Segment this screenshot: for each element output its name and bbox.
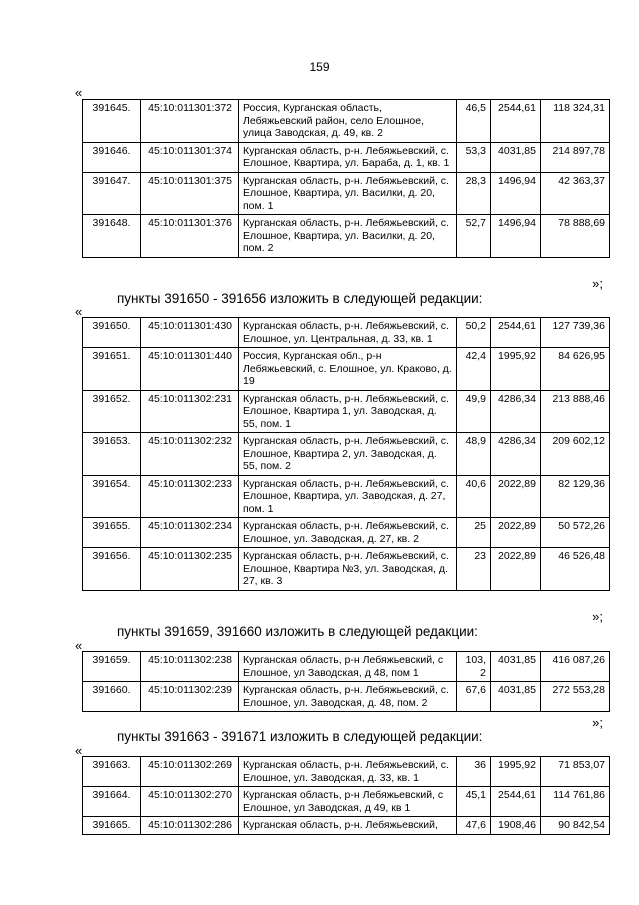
cost-cell: 82 129,36 [541,475,610,518]
row-number-cell: 391660. [83,682,141,712]
area-cell: 25 [457,518,491,548]
cadastral-number-cell: 45:10:011301:375 [141,172,239,215]
table-row [83,757,610,787]
cadastral-number-cell: 45:10:011302:231 [141,390,239,433]
address-cell: Курганская область, р-н. Лебяжьевский, с. Елошное, ул. Центральная, д. 33, кв. 1 [239,318,457,348]
area-cell: 50,2 [457,318,491,348]
open-quote: « [75,743,83,758]
cadastral-number-cell: 45:10:011301:440 [141,348,239,391]
area-cell: 49,9 [457,390,491,433]
price-cell: 2544,61 [491,318,541,348]
table-row [83,348,610,391]
address-cell: Курганская область, р-н. Лебяжьевский, с. Елошное, Квартира №3, ул. Заводская, д. 27, кв. 3 [239,548,457,591]
row-number-cell: 391648. [83,215,141,258]
price-cell: 2022,89 [491,548,541,591]
cadastral-number-cell: 45:10:011302:232 [141,433,239,476]
area-cell: 47,6 [457,817,491,835]
close-quote: »; [592,609,603,624]
address-cell: Курганская область, р-н. Лебяжьевский, с. Елошное, ул. Заводская, д. 27, кв. 2 [239,518,457,548]
open-quote: « [75,638,83,653]
cost-cell: 71 853,07 [541,757,610,787]
property-table [82,317,610,591]
price-cell: 4031,85 [491,652,541,682]
cadastral-number-cell: 45:10:011302:269 [141,757,239,787]
address-cell: Курганская область, р-н. Лебяжьевский, [239,817,457,835]
cost-cell: 416 087,26 [541,652,610,682]
close-quote: »; [592,276,603,291]
table-row [83,518,610,548]
cadastral-number-cell: 45:10:011301:430 [141,318,239,348]
area-cell: 40,6 [457,475,491,518]
area-cell: 67,6 [457,682,491,712]
row-number-cell: 391663. [83,757,141,787]
section-intro: пункты 391650 - 391656 изложить в следующей редакции: [117,291,483,306]
area-cell: 28,3 [457,172,491,215]
address-cell: Курганская область, р-н Лебяжьевский, с Елошное, ул Заводская, д 48, пом 1 [239,652,457,682]
area-cell: 52,7 [457,215,491,258]
address-cell: Россия, Курганская область, Лебяжьевский район, село Елошное, улица Заводская, д. 49, кв. 2 [239,100,457,143]
cost-cell: 272 553,28 [541,682,610,712]
row-number-cell: 391646. [83,142,141,172]
area-cell: 53,3 [457,142,491,172]
cost-cell: 214 897,78 [541,142,610,172]
table-row [83,548,610,591]
cost-cell: 213 888,46 [541,390,610,433]
section-intro: пункты 391663 - 391671 изложить в следующей редакции: [117,729,483,744]
cadastral-number-cell: 45:10:011302:233 [141,475,239,518]
address-cell: Курганская область, р-н. Лебяжьевский, с. Елошное, Квартира, ул. Василки, д. 20, пом. 1 [239,172,457,215]
table-row [83,390,610,433]
price-cell: 2544,61 [491,100,541,143]
price-cell: 2544,61 [491,787,541,817]
price-cell: 4031,85 [491,682,541,712]
cost-cell: 42 363,37 [541,172,610,215]
row-number-cell: 391664. [83,787,141,817]
page-number: 159 [309,60,330,74]
table-row [83,100,610,143]
cadastral-number-cell: 45:10:011301:374 [141,142,239,172]
row-number-cell: 391652. [83,390,141,433]
row-number-cell: 391647. [83,172,141,215]
price-cell: 1995,92 [491,348,541,391]
property-table [82,99,610,258]
area-cell: 46,5 [457,100,491,143]
cadastral-number-cell: 45:10:011302:239 [141,682,239,712]
area-cell: 42,4 [457,348,491,391]
open-quote: « [75,85,83,100]
address-cell: Курганская область, р-н. Лебяжьевский, с. Елошное, Квартира, ул. Василки, д. 20, пом. 2 [239,215,457,258]
address-cell: Курганская область, р-н. Лебяжьевский, с. Елошное, Квартира, ул. Заводская, д. 27, пом. 1 [239,475,457,518]
address-cell: Россия, Курганская обл., р-н Лебяжьевский, с. Елошное, ул. Краково, д. 19 [239,348,457,391]
row-number-cell: 391665. [83,817,141,835]
price-cell: 4286,34 [491,390,541,433]
area-cell: 48,9 [457,433,491,476]
cost-cell: 50 572,26 [541,518,610,548]
price-cell: 4031,85 [491,142,541,172]
price-cell: 2022,89 [491,475,541,518]
row-number-cell: 391650. [83,318,141,348]
cadastral-number-cell: 45:10:011302:234 [141,518,239,548]
cost-cell: 127 739,36 [541,318,610,348]
price-cell: 1496,94 [491,215,541,258]
area-cell: 36 [457,757,491,787]
table-row [83,682,610,712]
row-number-cell: 391645. [83,100,141,143]
cost-cell: 209 602,12 [541,433,610,476]
price-cell: 4286,34 [491,433,541,476]
cost-cell: 78 888,69 [541,215,610,258]
table-row [83,475,610,518]
close-quote: »; [592,715,603,730]
row-number-cell: 391655. [83,518,141,548]
open-quote: « [75,304,83,319]
table-row [83,787,610,817]
property-table [82,651,610,712]
row-number-cell: 391654. [83,475,141,518]
cost-cell: 114 761,86 [541,787,610,817]
address-cell: Курганская область, р-н. Лебяжьевский, с. Елошное, ул. Заводская, д. 33, кв. 1 [239,757,457,787]
price-cell: 1908,46 [491,817,541,835]
cadastral-number-cell: 45:10:011302:286 [141,817,239,835]
table-row [83,433,610,476]
table-row [83,142,610,172]
row-number-cell: 391651. [83,348,141,391]
address-cell: Курганская область, р-н. Лебяжьевский, с. Елошное, Квартира 2, ул. Заводская, д. 55, пом. 2 [239,433,457,476]
table-row [83,817,610,835]
row-number-cell: 391653. [83,433,141,476]
area-cell: 23 [457,548,491,591]
address-cell: Курганская область, р-н Лебяжьевский, с Елошное, ул Заводская, д 49, кв 1 [239,787,457,817]
cadastral-number-cell: 45:10:011301:376 [141,215,239,258]
price-cell: 1995,92 [491,757,541,787]
cadastral-number-cell: 45:10:011302:235 [141,548,239,591]
table-row [83,172,610,215]
row-number-cell: 391656. [83,548,141,591]
section-intro: пункты 391659, 391660 изложить в следующей редакции: [117,624,478,639]
cost-cell: 46 526,48 [541,548,610,591]
cadastral-number-cell: 45:10:011302:270 [141,787,239,817]
cost-cell: 84 626,95 [541,348,610,391]
cost-cell: 90 842,54 [541,817,610,835]
address-cell: Курганская область, р-н. Лебяжьевский, с. Елошное, Квартира, ул. Бараба, д. 1, кв. 1 [239,142,457,172]
area-cell: 103, 2 [457,652,491,682]
table-row [83,318,610,348]
row-number-cell: 391659. [83,652,141,682]
cost-cell: 118 324,31 [541,100,610,143]
area-cell: 45,1 [457,787,491,817]
price-cell: 2022,89 [491,518,541,548]
table-row [83,652,610,682]
cadastral-number-cell: 45:10:011301:372 [141,100,239,143]
address-cell: Курганская область, р-н. Лебяжьевский, с. Елошное, Квартира 1, ул. Заводская, д. 55, пом. 1 [239,390,457,433]
address-cell: Курганская область, р-н. Лебяжьевский, с. Елошное, ул. Заводская, д. 48, пом. 2 [239,682,457,712]
cadastral-number-cell: 45:10:011302:238 [141,652,239,682]
price-cell: 1496,94 [491,172,541,215]
property-table [82,756,610,835]
table-row [83,215,610,258]
